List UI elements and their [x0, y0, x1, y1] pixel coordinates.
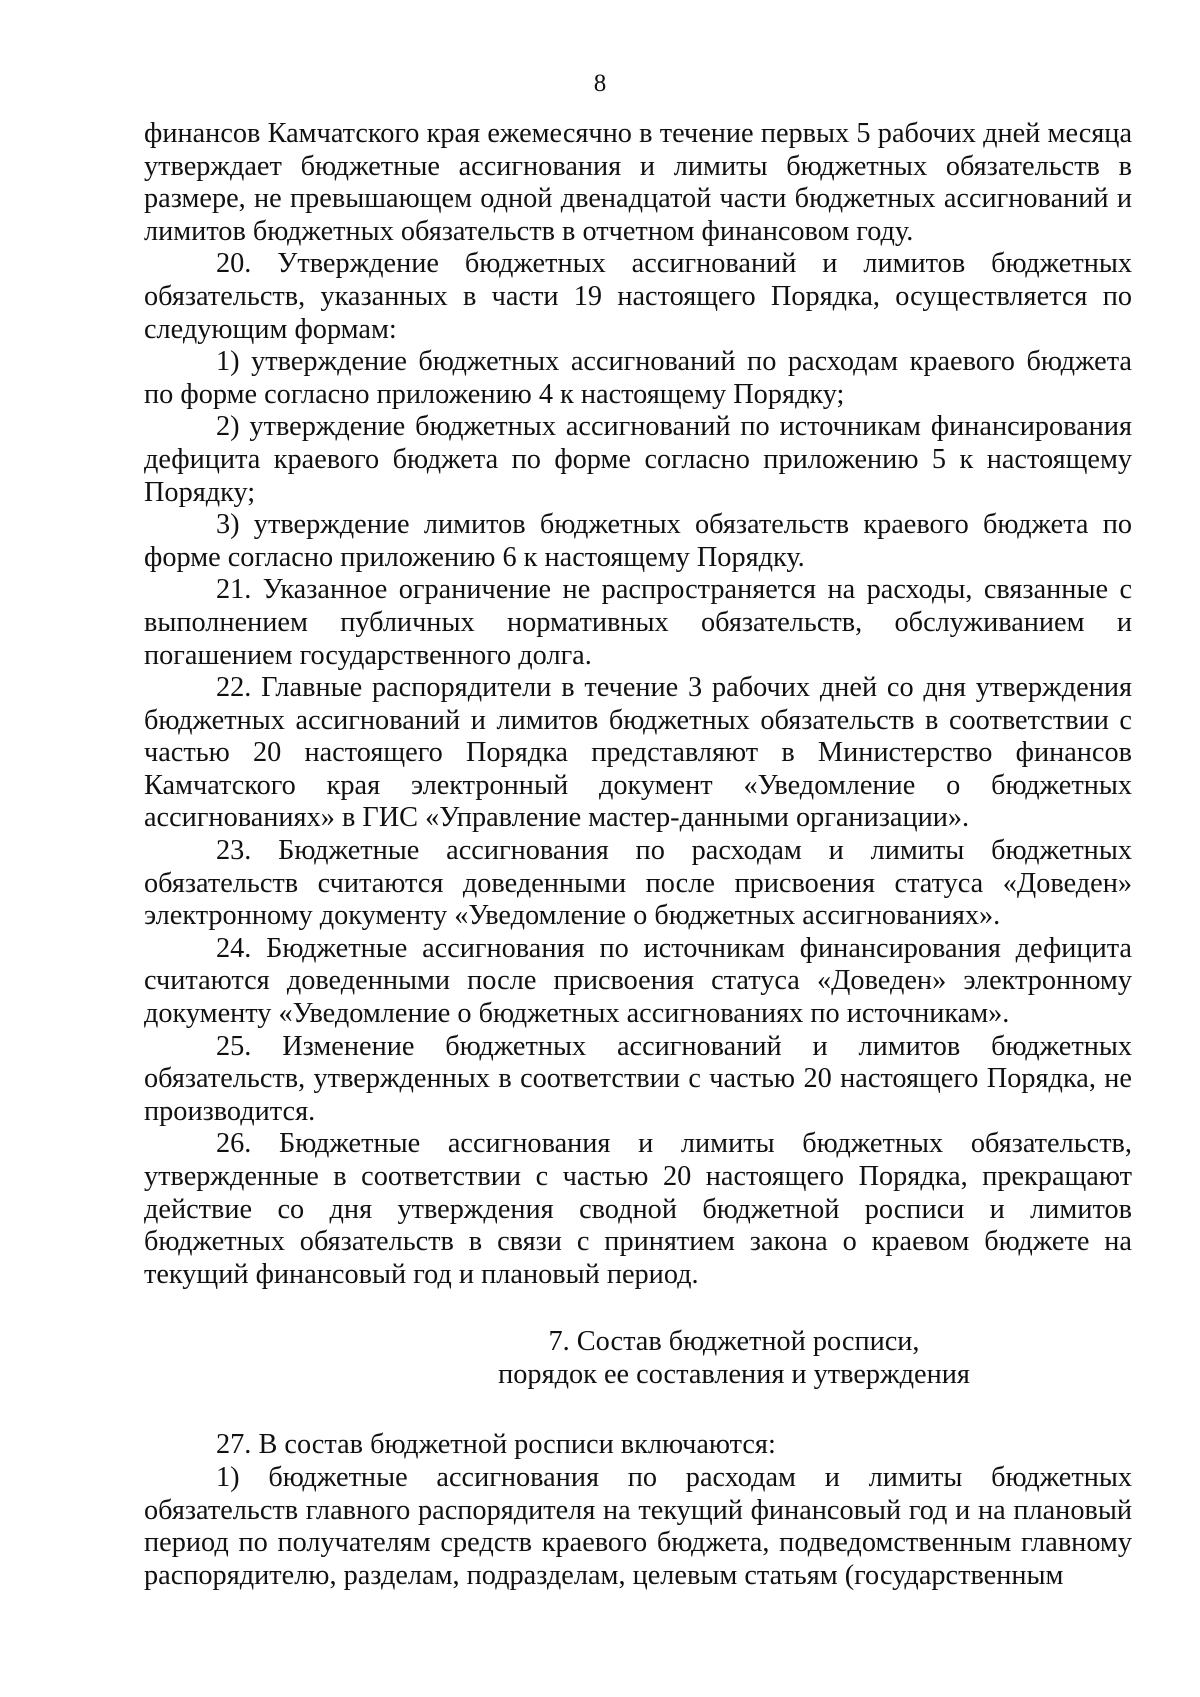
paragraph-20: 20. Утверждение бюджетных ассигнований и лимитов бюджетных обязательств, указанных в части 19 настоящего Порядка, осуществляется по следующим формам:	[144, 248, 1132, 345]
paragraph-20-item-2: 2) утверждение бюджетных ассигнований по источникам финансирования дефицита краевого бюджета по форме согласно приложению 5 к настоящему Порядку;	[144, 411, 1132, 508]
paragraph-22: 22. Главные распорядители в течение 3 рабочих дней со дня утверждения бюджетных ассигнований и лимитов бюджетных обязательств в соответствии с частью 20 настоящего Порядка представляют в Министерство финансов Камчатского края электронный документ «Уведомление о бюджетных ассигнованиях» в ГИС «Управление мастер-данными организации».	[144, 672, 1132, 834]
paragraph-24: 24. Бюджетные ассигнования по источникам финансирования дефицита считаются доведенными после присвоения статуса «Доведен» электронному документу «Уведомление о бюджетных ассигнованиях по источникам».	[144, 932, 1132, 1030]
paragraph-20-item-3: 3) утверждение лимитов бюджетных обязательств краевого бюджета по форме согласно приложению 6 к настоящему Порядку.	[144, 509, 1132, 573]
section-heading-line-1: 7. Состав бюджетной росписи,	[548, 1326, 920, 1358]
section-heading-line-2: порядок ее составления и утверждения	[498, 1359, 970, 1391]
section-heading	[144, 1325, 1132, 1391]
document-body	[144, 118, 1132, 1592]
paragraph-26: 26. Бюджетные ассигнования и лимиты бюджетных обязательств, утвержденные в соответствии с частью 20 настоящего Порядка, прекращают действие со дня утверждения сводной бюджетной росписи и лимитов бюджетных обязательств в связи с принятием закона о краевом бюджете на текущий финансовый год и плановый период.	[144, 1128, 1132, 1290]
paragraph-25: 25. Изменение бюджетных ассигнований и лимитов бюджетных обязательств, утвержденных в соответствии с частью 20 настоящего Порядка, не производится.	[144, 1030, 1132, 1127]
paragraph-23: 23. Бюджетные ассигнования по расходам и лимиты бюджетных обязательств считаются доведенными после присвоения статуса «Доведен» электронному документу «Уведомление о бюджетных ассигнованиях».	[144, 835, 1132, 932]
paragraph-21: 21. Указанное ограничение не распространяется на расходы, связанные с выполнением публичных нормативных обязательств, обслуживанием и погашением государственного долга.	[144, 574, 1132, 671]
paragraph-continuation: финансов Камчатского края ежемесячно в течение первых 5 рабочих дней месяца утверждает бюджетные ассигнования и лимиты бюджетных обязательств в размере, не превышающем одной двенадцатой части бюджетных ассигнований и лимитов бюджетных обязательств в отчетном финансовом году.	[144, 118, 1132, 247]
page-number: 8	[593, 70, 607, 97]
paragraph-20-item-1: 1) утверждение бюджетных ассигнований по расходам краевого бюджета по форме согласно приложению 4 к настоящему Порядку;	[144, 346, 1132, 410]
paragraph-27: 27. В состав бюджетной росписи включаются:	[216, 1429, 776, 1461]
paragraph-27-item-1: 1) бюджетные ассигнования по расходам и лимиты бюджетных обязательств главного распорядителя на текущий финансовый год и на плановый период по получателям средств краевого бюджета, подведомственным главному распорядителю, разделам, подразделам, целевым статьям (государственным	[144, 1461, 1132, 1591]
